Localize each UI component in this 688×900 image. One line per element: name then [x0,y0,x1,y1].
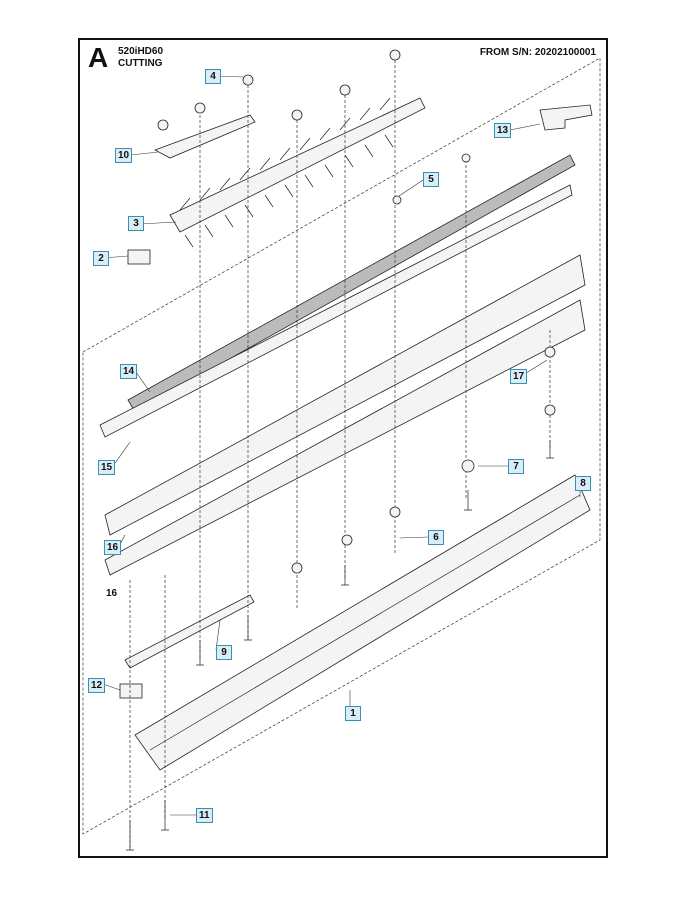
callout-17: 17 [510,369,527,384]
callout-13: 13 [494,123,511,138]
clip-bottom-part [120,684,142,698]
callout-7: 7 [508,459,524,474]
clip-top-part [128,250,150,264]
callout-6: 6 [428,530,444,545]
serial-number: FROM S/N: 20202100001 [479,47,596,58]
callout-12: 12 [88,678,105,693]
callout-1: 1 [345,706,361,721]
callout-14: 14 [120,364,137,379]
callout-16-plain: 16 [106,588,118,599]
section-letter: A [88,42,109,73]
callout-11: 11 [196,808,213,823]
callout-5: 5 [423,172,439,187]
callout-15: 15 [98,460,115,475]
model-name: 520iHD60 [118,46,164,57]
section-name: CUTTING [118,58,163,69]
top-plate-part [155,115,255,158]
bottom-plate-part [125,595,254,668]
callout-8: 8 [575,476,591,491]
guide-rail-part [128,155,575,412]
callout-4: 4 [205,69,221,84]
tool-part [540,105,592,130]
callout-9: 9 [216,645,232,660]
callout-2: 2 [93,251,109,266]
callout-10: 10 [115,148,132,163]
callout-16: 16 [104,540,121,555]
callout-3: 3 [128,216,144,231]
